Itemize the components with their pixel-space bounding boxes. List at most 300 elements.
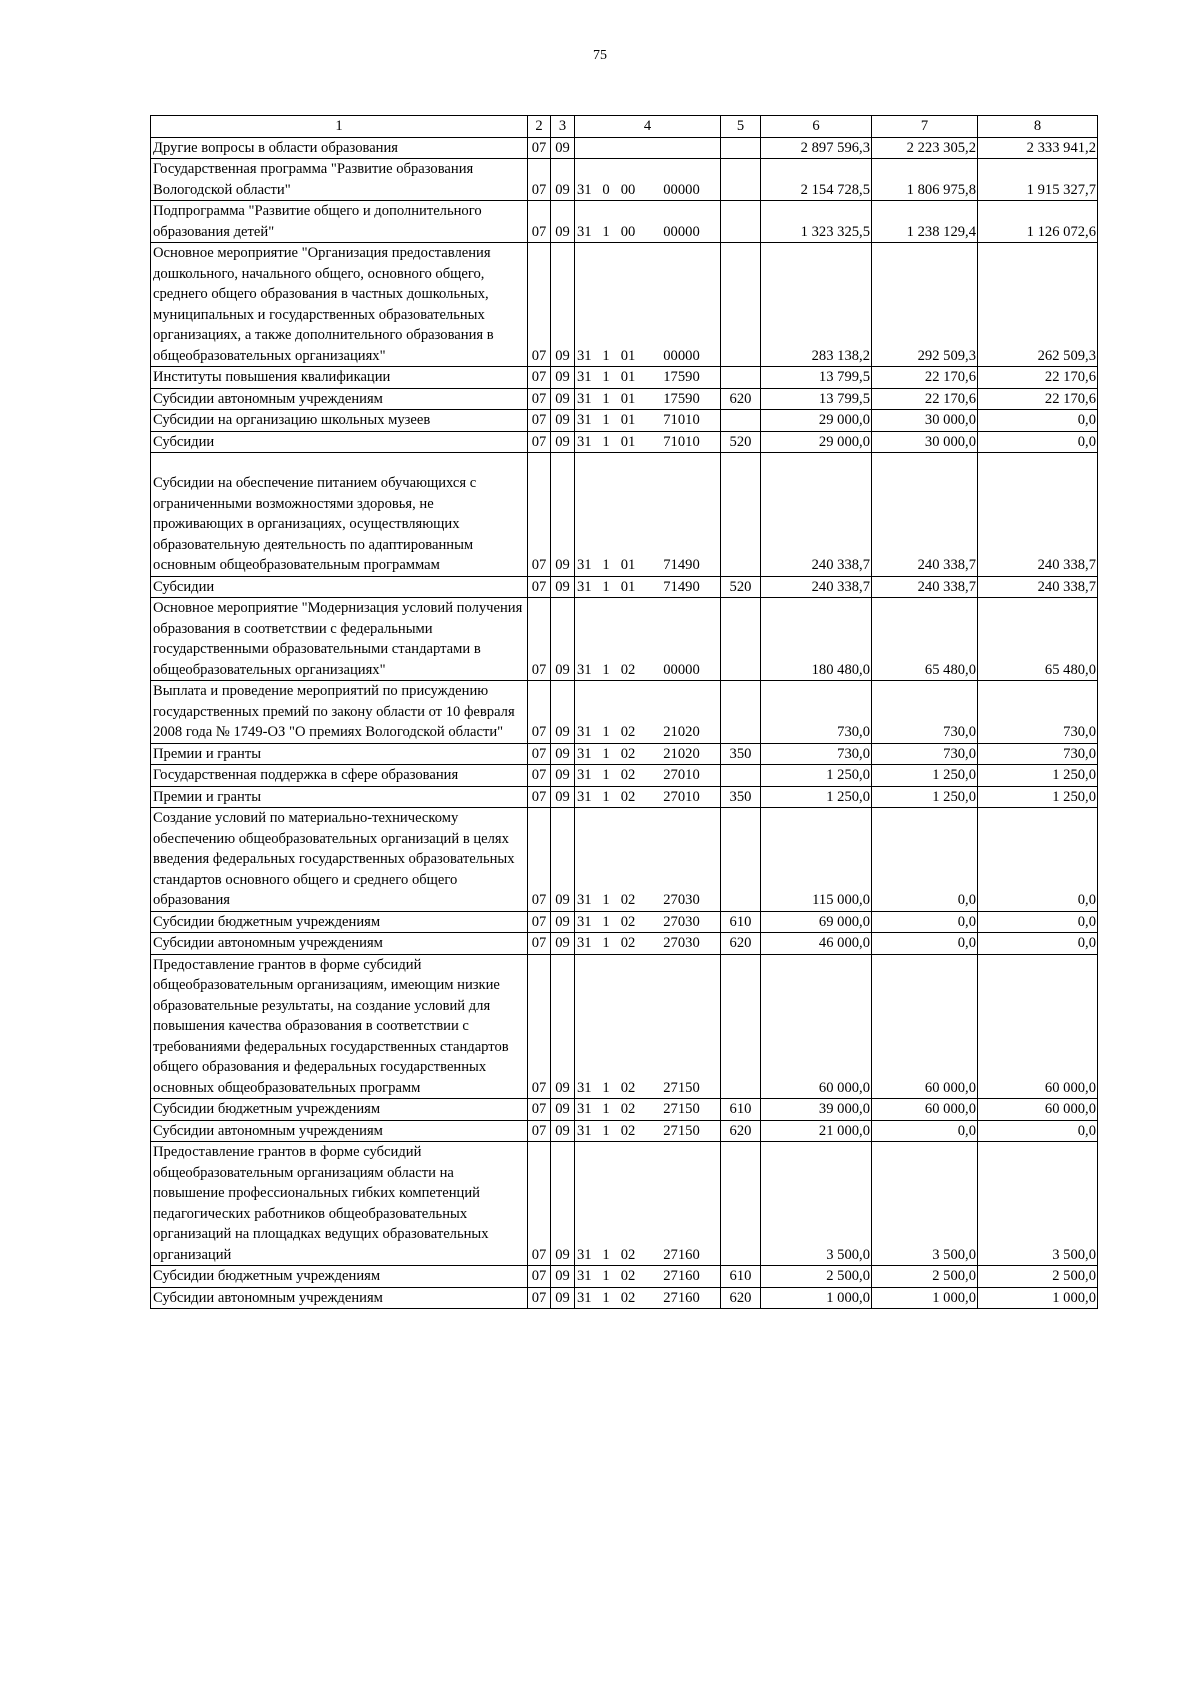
amount-col-8: 60 000,0 <box>978 954 1098 1099</box>
subsection-code: 09 <box>551 954 575 1099</box>
target-article-parts <box>575 1245 720 1266</box>
target-article-p4: 27030 <box>663 892 700 908</box>
subsection-code: 09 <box>551 1142 575 1266</box>
target-article-code <box>575 1120 721 1142</box>
amount-col-8: 730,0 <box>978 681 1098 744</box>
row-name-text: Субсидии автономным учреждениям <box>153 390 383 407</box>
header-cell: 2 <box>528 116 551 138</box>
target-article-p4: 71010 <box>663 433 700 450</box>
target-article-code <box>575 933 721 955</box>
row-name-text: Субсидии бюджетным учреждениям <box>153 913 381 930</box>
target-article-code <box>575 786 721 808</box>
row-name <box>151 159 528 201</box>
table-row <box>151 598 1098 681</box>
target-article-p1: 31 <box>577 1122 592 1139</box>
expense-type-code: 620 <box>721 1287 761 1309</box>
table-row <box>151 1266 1098 1288</box>
target-article-p1: 31 <box>577 1246 592 1263</box>
amount-col-6: 29 000,0 <box>761 431 872 453</box>
amount-col-6: 180 480,0 <box>761 598 872 681</box>
amount-col-6: 1 250,0 <box>761 765 872 787</box>
row-name <box>151 933 528 955</box>
header-cell: 8 <box>978 116 1098 138</box>
amount-col-8: 1 915 327,7 <box>978 159 1098 201</box>
target-article-p2: 1 <box>602 369 610 385</box>
target-article-code <box>575 808 721 912</box>
row-name <box>151 431 528 453</box>
target-article-parts <box>575 346 720 367</box>
amount-col-8: 22 170,6 <box>978 388 1098 410</box>
row-name-text: Субсидии бюджетным учреждениям <box>153 1101 381 1117</box>
target-article-p3: 02 <box>620 1289 636 1306</box>
table-row <box>151 137 1098 159</box>
target-article-p1: 31 <box>577 1268 592 1284</box>
target-article-code <box>575 431 721 453</box>
subsection-code: 09 <box>551 1287 575 1309</box>
expense-type-code <box>721 410 761 432</box>
target-article-p3: 02 <box>620 1268 636 1284</box>
target-article-p3: 02 <box>620 745 636 762</box>
target-article-parts <box>575 744 720 765</box>
target-article-parts <box>575 222 720 243</box>
target-article-p1: 31 <box>577 745 592 762</box>
target-article-p3: 00 <box>620 223 636 240</box>
amount-col-6: 39 000,0 <box>761 1099 872 1121</box>
amount-col-7: 1 000,0 <box>872 1287 978 1309</box>
amount-col-8: 0,0 <box>978 1120 1098 1142</box>
target-article-p1: 31 <box>577 369 592 385</box>
expense-type-code <box>721 1142 761 1266</box>
target-article-p2: 1 <box>602 557 610 573</box>
amount-col-6: 240 338,7 <box>761 453 872 577</box>
amount-col-8: 240 338,7 <box>978 576 1098 598</box>
target-article-parts <box>575 1288 720 1309</box>
amount-col-7: 730,0 <box>872 743 978 765</box>
amount-col-6: 69 000,0 <box>761 911 872 933</box>
row-name-text: Институты повышения квалификации <box>153 369 391 385</box>
target-article-p2: 1 <box>602 223 610 240</box>
section-code: 07 <box>528 137 551 159</box>
target-article-p1: 31 <box>577 724 592 740</box>
section-code: 07 <box>528 243 551 367</box>
page-number: 75 <box>593 48 607 63</box>
row-name <box>151 576 528 598</box>
row-name-text: Основное мероприятие "Организация предоставления дошкольного, начального общего, основного общего, среднего общего образования в частных дошкольных, муниципальных и государственных образовательных организациях, а также дополнительного образования в общеобразовательных организациях" <box>153 245 494 364</box>
target-article-p1: 31 <box>577 1101 592 1117</box>
table-row <box>151 765 1098 787</box>
amount-col-6: 29 000,0 <box>761 410 872 432</box>
amount-col-7: 240 338,7 <box>872 576 978 598</box>
target-article-p4: 27150 <box>663 1122 700 1139</box>
target-article-p3: 01 <box>620 433 636 450</box>
section-code: 07 <box>528 808 551 912</box>
amount-col-7: 0,0 <box>872 933 978 955</box>
section-code: 07 <box>528 367 551 389</box>
target-article-code <box>575 1099 721 1121</box>
target-article-p1: 31 <box>577 767 592 783</box>
expense-type-code <box>721 453 761 577</box>
expense-type-code <box>721 137 761 159</box>
target-article-p2: 1 <box>602 1268 610 1284</box>
amount-col-7: 65 480,0 <box>872 598 978 681</box>
section-code: 07 <box>528 159 551 201</box>
target-article-p2: 1 <box>602 661 610 678</box>
amount-col-8: 0,0 <box>978 410 1098 432</box>
expense-type-code: 520 <box>721 576 761 598</box>
target-article-parts <box>575 410 720 431</box>
amount-col-7: 3 500,0 <box>872 1142 978 1266</box>
target-article-parts <box>575 890 720 911</box>
amount-col-8: 240 338,7 <box>978 453 1098 577</box>
table-row <box>151 954 1098 1099</box>
expense-type-code <box>721 765 761 787</box>
section-code: 07 <box>528 453 551 577</box>
row-name-text: Субсидии <box>153 578 215 595</box>
header-cell: 3 <box>551 116 575 138</box>
amount-col-6: 1 323 325,5 <box>761 201 872 243</box>
row-name <box>151 1142 528 1266</box>
row-name <box>151 137 528 159</box>
target-article-p1: 31 <box>577 347 592 364</box>
target-article-p2: 1 <box>602 892 610 908</box>
section-code: 07 <box>528 1266 551 1288</box>
target-article-code <box>575 954 721 1099</box>
amount-col-6: 3 500,0 <box>761 1142 872 1266</box>
target-article-p4: 71490 <box>663 578 700 595</box>
subsection-code: 09 <box>551 681 575 744</box>
target-article-p3: 02 <box>620 1079 636 1096</box>
amount-col-6: 60 000,0 <box>761 954 872 1099</box>
row-name-text: Подпрограмма "Развитие общего и дополнительного образования детей" <box>153 203 482 240</box>
expense-type-code: 610 <box>721 1266 761 1288</box>
target-article-code <box>575 765 721 787</box>
target-article-parts <box>575 787 720 808</box>
expense-type-code: 620 <box>721 933 761 955</box>
amount-col-6: 13 799,5 <box>761 367 872 389</box>
target-article-p3: 02 <box>620 724 636 740</box>
amount-col-7: 2 223 305,2 <box>872 137 978 159</box>
table-row <box>151 1120 1098 1142</box>
table-row <box>151 367 1098 389</box>
row-name-text: Субсидии на организацию школьных музеев <box>153 412 431 428</box>
target-article-p2: 1 <box>602 724 610 740</box>
row-name-text: Премии и гранты <box>153 745 262 762</box>
target-article-code <box>575 137 721 159</box>
target-article-p2: 1 <box>602 347 610 364</box>
table-row <box>151 159 1098 201</box>
table-row <box>151 808 1098 912</box>
target-article-p2: 1 <box>602 1122 610 1139</box>
amount-col-7: 1 250,0 <box>872 765 978 787</box>
row-name-text: Предоставление грантов в форме субсидий общеобразовательным организациям, имеющим низкие образовательные результаты, на создание условий для повышения качества образования в соответствии с требованиями федеральных государственных стандартов общего образования и федеральных государственных основных общеобразовательных программ <box>153 956 509 1096</box>
expense-type-code: 350 <box>721 743 761 765</box>
subsection-code: 09 <box>551 453 575 577</box>
row-name-text: Выплата и проведение мероприятий по присуждению государственных премий по закону области от 10 февраля 2008 года № 1749-ОЗ "О премиях Вологодской области" <box>153 683 515 740</box>
target-article-p1: 31 <box>577 390 592 407</box>
target-article-p3: 02 <box>620 1246 636 1263</box>
target-article-p1: 31 <box>577 412 592 428</box>
row-name <box>151 1266 528 1288</box>
target-article-p3: 02 <box>620 767 636 783</box>
header-cell: 1 <box>151 116 528 138</box>
expense-type-code <box>721 243 761 367</box>
target-article-p1: 31 <box>577 1289 592 1306</box>
target-article-p2: 1 <box>602 788 610 805</box>
amount-col-8: 730,0 <box>978 743 1098 765</box>
target-article-p1: 31 <box>577 935 592 951</box>
target-article-code <box>575 367 721 389</box>
target-article-p4: 00000 <box>663 661 700 678</box>
target-article-p2: 1 <box>602 390 610 407</box>
target-article-p4: 00000 <box>663 223 700 240</box>
target-article-parts <box>575 933 720 954</box>
row-name <box>151 388 528 410</box>
subsection-code: 09 <box>551 765 575 787</box>
section-code: 07 <box>528 911 551 933</box>
target-article-code <box>575 1266 721 1288</box>
target-article-p1: 31 <box>577 892 592 908</box>
amount-col-7: 1 806 975,8 <box>872 159 978 201</box>
expense-type-code: 620 <box>721 388 761 410</box>
expense-type-code: 620 <box>721 1120 761 1142</box>
table-row <box>151 933 1098 955</box>
amount-col-6: 2 500,0 <box>761 1266 872 1288</box>
amount-col-7: 2 500,0 <box>872 1266 978 1288</box>
expense-type-code <box>721 681 761 744</box>
amount-col-6: 240 338,7 <box>761 576 872 598</box>
section-code: 07 <box>528 765 551 787</box>
amount-col-7: 240 338,7 <box>872 453 978 577</box>
section-code: 07 <box>528 954 551 1099</box>
target-article-p4: 27160 <box>663 1246 700 1263</box>
subsection-code: 09 <box>551 1266 575 1288</box>
target-article-p2: 1 <box>602 1289 610 1306</box>
amount-col-7: 60 000,0 <box>872 954 978 1099</box>
amount-col-8: 1 250,0 <box>978 786 1098 808</box>
target-article-p2: 1 <box>602 913 610 930</box>
amount-col-6: 730,0 <box>761 681 872 744</box>
amount-col-6: 1 000,0 <box>761 1287 872 1309</box>
amount-col-6: 13 799,5 <box>761 388 872 410</box>
expense-type-code: 520 <box>721 431 761 453</box>
target-article-parts <box>575 1121 720 1142</box>
target-article-p4: 27160 <box>663 1289 700 1306</box>
row-name-text: Другие вопросы в области образования <box>153 139 399 156</box>
subsection-code: 09 <box>551 1120 575 1142</box>
amount-col-7: 730,0 <box>872 681 978 744</box>
target-article-parts <box>575 367 720 388</box>
subsection-code: 09 <box>551 431 575 453</box>
table-row <box>151 743 1098 765</box>
target-article-p2: 1 <box>602 412 610 428</box>
subsection-code: 09 <box>551 911 575 933</box>
row-name-text: Премии и гранты <box>153 788 262 805</box>
expense-type-code <box>721 598 761 681</box>
target-article-p3: 00 <box>620 181 636 198</box>
amount-col-7: 30 000,0 <box>872 431 978 453</box>
target-article-p3: 02 <box>620 892 636 908</box>
target-article-parts <box>575 912 720 933</box>
target-article-p3: 02 <box>620 1122 636 1139</box>
amount-col-8: 1 250,0 <box>978 765 1098 787</box>
blank-line <box>153 453 525 473</box>
target-article-code <box>575 911 721 933</box>
section-code: 07 <box>528 1099 551 1121</box>
table-row <box>151 1287 1098 1309</box>
table-row <box>151 431 1098 453</box>
row-name <box>151 410 528 432</box>
target-article-code <box>575 1142 721 1266</box>
row-name <box>151 1287 528 1309</box>
target-article-code <box>575 201 721 243</box>
row-name-text: Предоставление грантов в форме субсидий общеобразовательным организациям области на повышение профессиональных гибких компетенций педагогических работников общеобразовательных организаций на площадках ведущих образовательных организаций <box>153 1144 489 1263</box>
row-name <box>151 243 528 367</box>
target-article-code <box>575 681 721 744</box>
expense-type-code <box>721 954 761 1099</box>
amount-col-8: 3 500,0 <box>978 1142 1098 1266</box>
table-row <box>151 911 1098 933</box>
subsection-code: 09 <box>551 410 575 432</box>
table-row <box>151 201 1098 243</box>
table-row <box>151 453 1098 577</box>
target-article-p1: 31 <box>577 788 592 805</box>
target-article-p1: 31 <box>577 433 592 450</box>
row-name <box>151 765 528 787</box>
row-name <box>151 808 528 912</box>
section-code: 07 <box>528 1142 551 1266</box>
table-row <box>151 410 1098 432</box>
target-article-p2: 1 <box>602 1246 610 1263</box>
target-article-p4: 71010 <box>663 412 700 428</box>
header-cell: 6 <box>761 116 872 138</box>
target-article-parts <box>575 722 720 743</box>
target-article-p3: 02 <box>620 661 636 678</box>
row-name-text: Субсидии на обеспечение питанием обучающихся с ограниченными возможностями здоровья, не проживающих в организациях, осуществляющих образовательную деятельность по адаптированным основным общеобразовательным программам <box>153 475 477 573</box>
target-article-p1: 31 <box>577 661 592 678</box>
target-article-p1: 31 <box>577 223 592 240</box>
target-article-p2: 1 <box>602 745 610 762</box>
target-article-p1: 31 <box>577 1079 592 1096</box>
target-article-p1: 31 <box>577 181 592 198</box>
section-code: 07 <box>528 743 551 765</box>
amount-col-8: 0,0 <box>978 808 1098 912</box>
amount-col-6: 2 897 596,3 <box>761 137 872 159</box>
subsection-code: 09 <box>551 201 575 243</box>
expense-type-code: 610 <box>721 1099 761 1121</box>
amount-col-7: 30 000,0 <box>872 410 978 432</box>
subsection-code: 09 <box>551 243 575 367</box>
target-article-parts <box>575 1266 720 1287</box>
row-name-text: Субсидии <box>153 433 215 450</box>
target-article-parts <box>575 432 720 453</box>
row-name <box>151 598 528 681</box>
row-name-text: Субсидии автономным учреждениям <box>153 1289 383 1306</box>
target-article-code <box>575 576 721 598</box>
target-article-p4: 27150 <box>663 1079 700 1096</box>
target-article-p2: 0 <box>602 181 610 198</box>
target-article-code <box>575 159 721 201</box>
amount-col-7: 0,0 <box>872 1120 978 1142</box>
target-article-p4: 27010 <box>663 788 700 805</box>
table-row <box>151 681 1098 744</box>
row-name-text: Государственная программа "Развитие образования Вологодской области" <box>153 161 474 198</box>
target-article-p4: 27030 <box>663 935 700 951</box>
amount-col-8: 0,0 <box>978 911 1098 933</box>
amount-col-6: 283 138,2 <box>761 243 872 367</box>
amount-col-6: 1 250,0 <box>761 786 872 808</box>
section-code: 07 <box>528 201 551 243</box>
target-article-p3: 01 <box>620 347 636 364</box>
table-row <box>151 388 1098 410</box>
subsection-code: 09 <box>551 933 575 955</box>
header-cell: 5 <box>721 116 761 138</box>
section-code: 07 <box>528 431 551 453</box>
target-article-p1: 31 <box>577 578 592 595</box>
expense-type-code: 350 <box>721 786 761 808</box>
subsection-code: 09 <box>551 786 575 808</box>
subsection-code: 09 <box>551 388 575 410</box>
expense-type-code <box>721 201 761 243</box>
target-article-p2: 1 <box>602 767 610 783</box>
row-name-text: Субсидии автономным учреждениям <box>153 1122 383 1139</box>
budget-table <box>150 115 1098 1309</box>
header-cell: 7 <box>872 116 978 138</box>
budget-table-body <box>151 116 1098 1309</box>
amount-col-7: 1 250,0 <box>872 786 978 808</box>
expense-type-code <box>721 367 761 389</box>
target-article-p2: 1 <box>602 578 610 595</box>
target-article-p1: 31 <box>577 557 592 573</box>
row-name <box>151 1099 528 1121</box>
target-article-p3: 02 <box>620 788 636 805</box>
target-article-p4: 00000 <box>663 181 700 198</box>
table-row <box>151 1142 1098 1266</box>
amount-col-8: 262 509,3 <box>978 243 1098 367</box>
amount-col-7: 60 000,0 <box>872 1099 978 1121</box>
row-name-text: Субсидии бюджетным учреждениям <box>153 1268 381 1284</box>
row-name-text: Основное мероприятие "Модернизация условий получения образования в соответствии с федеральными государственными образовательными стандартами в общеобразовательных организациях" <box>153 600 523 678</box>
amount-col-7: 22 170,6 <box>872 367 978 389</box>
target-article-code <box>575 598 721 681</box>
target-article-parts <box>575 555 720 576</box>
section-code: 07 <box>528 598 551 681</box>
row-name <box>151 367 528 389</box>
target-article-parts <box>575 660 720 681</box>
target-article-p2: 1 <box>602 935 610 951</box>
subsection-code: 09 <box>551 598 575 681</box>
table-row <box>151 243 1098 367</box>
target-article-code <box>575 453 721 577</box>
amount-col-7: 292 509,3 <box>872 243 978 367</box>
section-code: 07 <box>528 933 551 955</box>
row-name-text: Государственная поддержка в сфере образования <box>153 767 459 783</box>
subsection-code: 09 <box>551 743 575 765</box>
row-name-text: Создание условий по материально-техническому обеспечению общеобразовательных организаций в целях введения федеральных государственных образовательных стандартов основного общего и среднего общего образования <box>153 810 515 908</box>
amount-col-8: 22 170,6 <box>978 367 1098 389</box>
table-header-row <box>151 116 1098 138</box>
target-article-p2: 1 <box>602 1101 610 1117</box>
target-article-p3: 01 <box>620 369 636 385</box>
target-article-p4: 27010 <box>663 767 700 783</box>
target-article-p4: 21020 <box>663 724 700 740</box>
section-code: 07 <box>528 1120 551 1142</box>
target-article-p4: 27150 <box>663 1101 700 1117</box>
table-row <box>151 786 1098 808</box>
target-article-p1: 31 <box>577 913 592 930</box>
header-cell: 4 <box>575 116 721 138</box>
amount-col-8: 60 000,0 <box>978 1099 1098 1121</box>
row-name <box>151 681 528 744</box>
